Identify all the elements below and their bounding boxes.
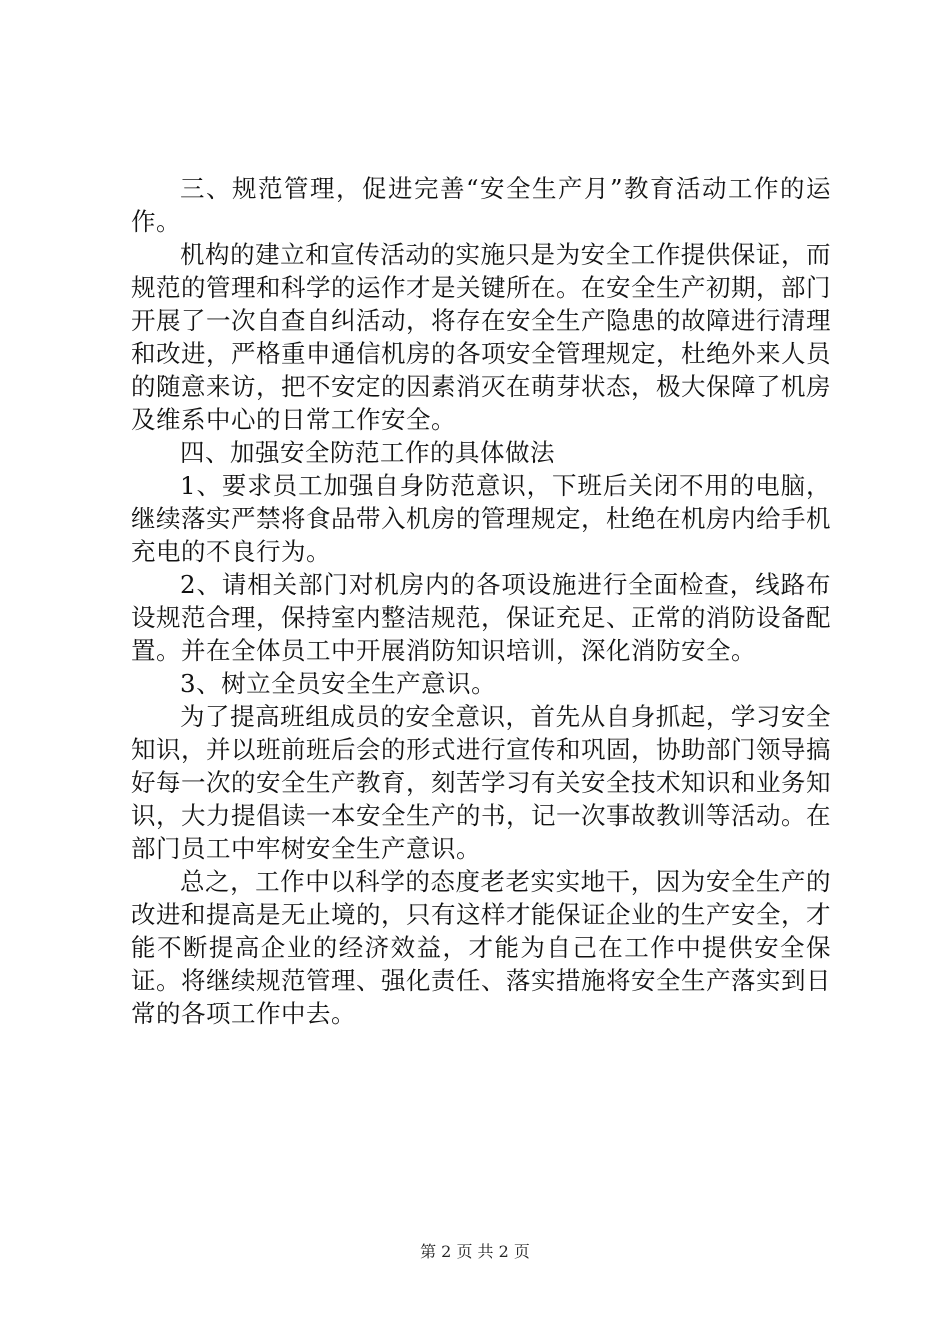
- list-item-2: 2、请相关部门对机房内的各项设施进行全面检查，线路布设规范合理，保持室内整洁规范，保证充足、正常的消防设备配置。并在全体员工中开展消防知识培训，深化消防安全。: [131, 570, 831, 665]
- document-body: [131, 172, 831, 1030]
- list-item-1: 1、要求员工加强自身防范意识，下班后关闭不用的电脑，继续落实严禁将食品带入机房的管理规定，杜绝在机房内给手机充电的不良行为。: [131, 471, 831, 566]
- page-number-footer: 第 2 页 共 2 页: [420, 1242, 530, 1261]
- body-paragraph: 为了提高班组成员的安全意识，首先从自身抓起，学习安全知识，并以班前班后会的形式进行宣传和巩固，协助部门领导搞好每一次的安全生产教育，刻苦学习有关安全技术知识和业务知识，大力提倡读一本安全生产的书，记一次事故教训等活动。在部门员工中牢树安全生产意识。: [131, 702, 831, 863]
- conclusion-paragraph: 总之，工作中以科学的态度老老实实地干，因为安全生产的改进和提高是无止境的，只有这样才能保证企业的生产安全，才能不断提高企业的经济效益，才能为自己在工作中提供安全保证。将继续规范管理、强化责任、落实措施将安全生产落实到日常的各项工作中去。: [131, 867, 831, 1028]
- section-heading-4: 四、加强安全防范工作的具体做法: [180, 438, 555, 467]
- body-paragraph: 机构的建立和宣传活动的实施只是为安全工作提供保证，而规范的管理和科学的运作才是关键所在。在安全生产初期，部门开展了一次自查自纠活动，将存在安全生产隐患的故障进行清理和改进，严格重申通信机房的各项安全管理规定，杜绝外来人员的随意来访，把不安定的因素消灭在萌芽状态，极大保障了机房及维系中心的日常工作安全。: [131, 240, 831, 434]
- list-item-3: 3、树立全员安全生产意识。: [180, 669, 497, 698]
- section-heading-3: 三、规范管理，促进完善“安全生产月”教育活动工作的运作。: [131, 174, 831, 236]
